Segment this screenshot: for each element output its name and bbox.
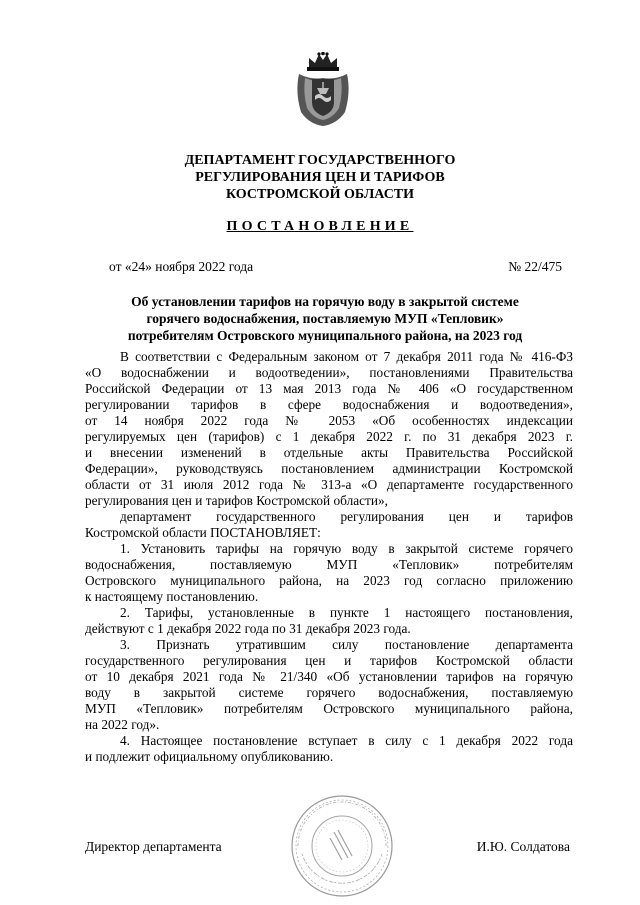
header-line-1: ДЕПАРТАМЕНТ ГОСУДАРСТВЕННОГО bbox=[184, 153, 456, 168]
body-line: действуют с 1 декабря 2022 года по 31 декабря 2023 года. bbox=[85, 621, 411, 636]
department-header bbox=[0, 152, 640, 203]
body-line: 4. Настоящее постановление вступает в силу с 1 декабря 2022 года bbox=[120, 733, 573, 748]
body-line: Островского муниципального района, на 2023 год согласно приложению bbox=[85, 573, 573, 588]
body-line: области от 31 июля 2012 года № 313-а «О департаменте государственного bbox=[85, 477, 573, 492]
body-line: департамент государственного регулирования цен и тарифов bbox=[120, 509, 573, 524]
document-number: № 22/475 bbox=[508, 259, 562, 274]
body-line: 2. Тарифы, установленные в пункте 1 настоящего постановления, bbox=[120, 605, 573, 620]
body-line: «О водоснабжении и водоотведении», постановлениями Правительства bbox=[85, 365, 573, 380]
header-line-3: КОСТРОМСКОЙ ОБЛАСТИ bbox=[225, 187, 415, 202]
document-date: от «24» ноября 2022 года bbox=[109, 259, 254, 274]
body-line: МУП «Тепловик» потребителям Островского муниципального района, bbox=[85, 701, 573, 716]
body-line: и внесении изменений в отдельные акты Правительства Российской bbox=[85, 445, 573, 460]
body-line: водоснабжения, поставляемую МУП «Тепловик» потребителям bbox=[85, 557, 573, 572]
body-line: на 2022 год». bbox=[85, 717, 160, 732]
body-line: регулируемых цен (тарифов) с 1 декабря 2022 г. по 31 декабря 2023 г. bbox=[85, 429, 573, 444]
body-line: и подлежит официальному опубликованию. bbox=[85, 749, 334, 764]
subject-line-1: Об установлении тарифов на горячую воду в закрытой системе bbox=[131, 294, 519, 309]
document-type: ПОСТАНОВЛЕНИЕ bbox=[226, 219, 414, 234]
body-line: к настоящему постановлению. bbox=[85, 589, 259, 604]
document-body bbox=[85, 349, 573, 765]
body-line: В соответствии с Федеральным законом от 7 декабря 2011 года № 416-ФЗ bbox=[120, 349, 573, 364]
header-line-2: РЕГУЛИРОВАНИЯ ЦЕН И ТАРИФОВ bbox=[195, 170, 445, 185]
signatory-name: И.Ю. Солдатова bbox=[476, 839, 570, 854]
body-line: 3. Признать утратившим силу постановление департамента bbox=[120, 637, 573, 652]
body-line: от 14 ноября 2022 года № 2053 «Об особенностях индексации bbox=[85, 413, 573, 428]
body-line: Костромской области ПОСТАНОВЛЯЕТ: bbox=[85, 525, 321, 540]
official-seal-icon bbox=[288, 792, 396, 900]
body-line: государственного регулирования цен и тарифов Костромской области bbox=[85, 653, 573, 668]
body-line: регулирования цен и тарифов Костромской области», bbox=[85, 493, 388, 508]
body-line: Российской Федерации от 13 мая 2013 года № 406 «О государственном bbox=[85, 381, 573, 396]
body-line: воду в закрытой системе горячего водоснабжения, поставляемую bbox=[85, 685, 573, 700]
coat-of-arms-icon bbox=[295, 52, 351, 128]
body-line: Федерации», руководствуясь постановлением администрации Костромской bbox=[85, 461, 573, 476]
subject-line-2: горячего водоснабжения, поставляемую МУП «Тепловик» bbox=[146, 311, 504, 326]
body-line: регулировании тарифов в сфере водоснабжения и водоотведения», bbox=[85, 397, 573, 412]
body-line: от 10 декабря 2021 года № 21/340 «Об установлении тарифов на горячую bbox=[85, 669, 573, 684]
document-subject bbox=[80, 293, 570, 344]
subject-line-3: потребителям Островского муниципального района, на 2023 год bbox=[127, 328, 523, 343]
signatory-title: Директор департамента bbox=[85, 839, 222, 854]
body-line: 1. Установить тарифы на горячую воду в закрытой системе горячего bbox=[120, 541, 573, 556]
